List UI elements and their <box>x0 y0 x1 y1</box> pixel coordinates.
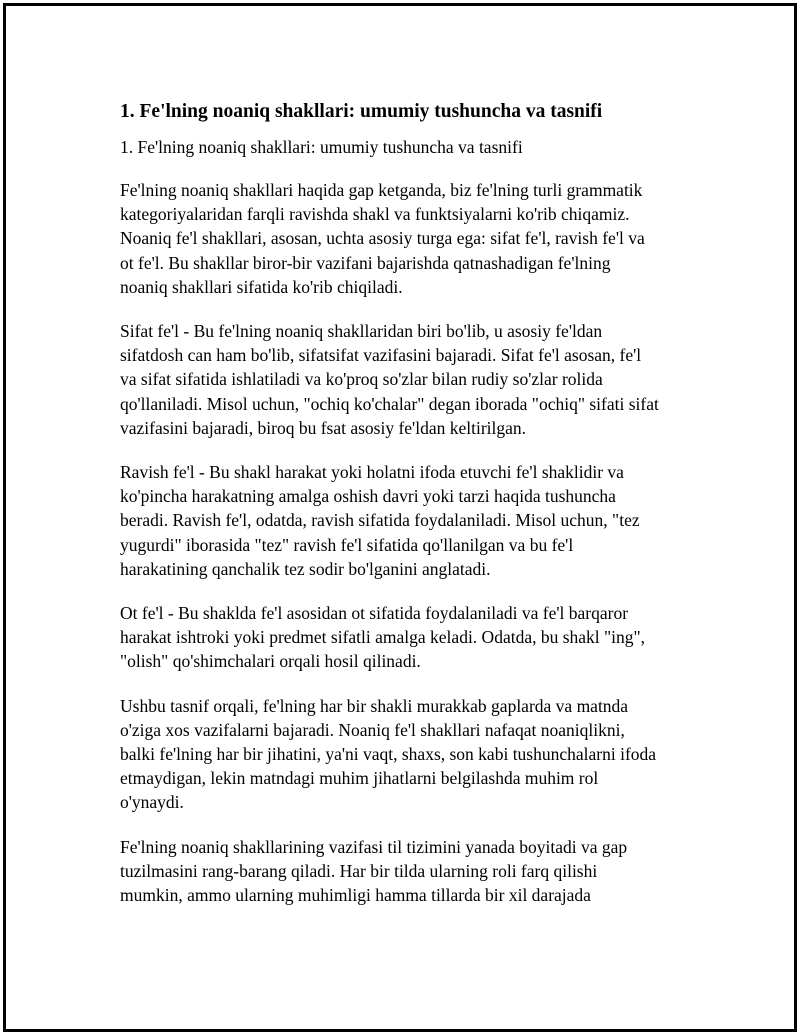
paragraph-line: noaniq shakllari sifatida ko'rib chiqiladi. <box>120 276 403 297</box>
paragraph-line: etmaydigan, lekin matndagi muhim jihatlarni belgilashda muhim rol <box>120 768 599 789</box>
paragraph-line: sifatdosh can ham bo'lib, sifatsifat vazifasini bajaradi. Sifat fe'l asosan, fe'l <box>120 345 642 366</box>
paragraph-line: mumkin, ammo ularning muhimligi hamma tillarda bir xil darajada <box>120 885 591 906</box>
document-heading: 1. Fe'lning noaniq shakllari: umumiy tushuncha va tasnifi <box>120 101 603 122</box>
paragraph-line: Ushbu tasnif orqali, fe'lning har bir shakli murakkab gaplarda va matnda <box>120 695 629 716</box>
paragraph-line: harakatining qanchalik tez sodir bo'lganini anglatadi. <box>120 558 491 579</box>
paragraph <box>120 835 705 908</box>
paragraph-line: tuzilmasini rang-barang qiladi. Har bir tilda ularning roli farq qilishi <box>120 860 598 881</box>
paragraph-line: va sifat sifatida ishlatiladi va ko'proq so'zlar bilan rudiy so'zlar rolida <box>120 369 603 390</box>
paragraph-line: o'ziga xos vazifalarni bajaradi. Noaniq fe'l shakllari nafaqat noaniqlikni, <box>120 719 625 740</box>
paragraph <box>120 319 705 440</box>
paragraph-line: balki fe'lning har bir jihatini, ya'ni vaqt, shaxs, son kabi tushunchalarni ifoda <box>120 744 657 765</box>
paragraph <box>120 460 705 581</box>
paragraph-line: Ot fe'l - Bu shaklda fe'l asosidan ot sifatida foydalaniladi va fe'l barqaror <box>120 603 629 624</box>
paragraph-line: "olish" qo'shimchalari orqali hosil qilinadi. <box>120 651 421 672</box>
paragraph-line: Sifat fe'l - Bu fe'lning noaniq shakllaridan biri bo'lib, u asosiy fe'ldan <box>120 321 603 342</box>
paragraph-line: qo'llaniladi. Misol uchun, "ochiq ko'chalar" degan iborada "ochiq" sifati sifat <box>120 393 659 414</box>
paragraph-line: ot fe'l. Bu shakllar biror-bir vazifani bajarishda qatnashadigan fe'lning <box>120 252 611 273</box>
paragraph-line: beradi. Ravish fe'l, odatda, ravish sifatida foydalaniladi. Misol uchun, "tez <box>120 510 640 531</box>
paragraph-line: Ravish fe'l - Bu shakl harakat yoki holatni ifoda etuvchi fe'l shaklidir va <box>120 462 624 483</box>
paragraph-line: o'ynaydi. <box>120 792 184 813</box>
paragraph <box>120 601 705 674</box>
paragraph <box>120 178 705 299</box>
document-subheading: 1. Fe'lning noaniq shakllari: umumiy tushuncha va tasnifi <box>120 137 523 157</box>
paragraph-line: harakat ishtroki yoki predmet sifatli amalga keladi. Odatda, bu shakl "ing", <box>120 627 646 648</box>
page-frame <box>3 3 797 1032</box>
document-body <box>120 98 705 927</box>
paragraph-line: Fe'lning noaniq shakllari haqida gap ketganda, biz fe'lning turli grammatik <box>120 180 643 200</box>
paragraph-line: Noaniq fe'l shakllari, asosan, uchta asosiy turga ega: sifat fe'l, ravish fe'l va <box>120 228 645 249</box>
paragraph <box>120 694 705 815</box>
paragraph-line: yugurdi" iborasida "tez" ravish fe'l sifatida qo'llanilgan va bu fe'l <box>120 534 574 555</box>
paragraph-line: kategoriyalaridan farqli ravishda shakl va funktsiyalarni ko'rib chiqamiz. <box>120 204 630 225</box>
paragraph-line: Fe'lning noaniq shakllarining vazifasi til tizimini yanada boyitadi va gap <box>120 836 628 857</box>
paragraph-line: vazifasini bajaradi, biroq bu fsat asosiy fe'ldan keltirilgan. <box>120 417 527 438</box>
paragraph-line: ko'pincha harakatning amalga oshish davri yoki tarzi haqida tushuncha <box>120 486 616 507</box>
